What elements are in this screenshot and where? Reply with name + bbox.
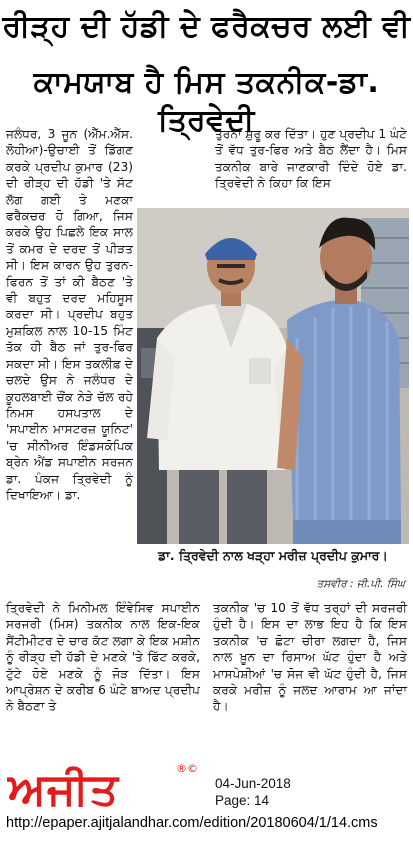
- article-paragraph: ਤਕਨੀਕ 'ਚ 10 ਤੋਂ ਵੱਧ ਤਰ੍ਹਾਂ ਦੀ ਸਰਜਰੀ ਹੁੰਦੀ ਹੈ। ਇਸ ਦਾ ਲਾਭ ਇਹ ਹੈ ਕਿ ਇਸ ਤਕਨੀਕ 'ਚ ਛੋਟਾ ਚੀਰਾ ਲਗਦਾ ਹੈ, ਜਿਸ ਨਾਲ ਖ਼ੂਨ ਦਾ ਰਿਸਾਅ ਘੱਟ ਹੁੰਦਾ ਹੈ ਅਤੇ ਮਾਸਪੇਸ਼ੀਆਂ 'ਚ ਸੋਜ ਵੀ ਘੱਟ ਹੁੰਦੀ ਹੈ, ਜਿਸ ਕਰਕੇ ਮਰੀਜ਼ ਨੂੰ ਜਲਦ ਆਰਾਮ ਆ ਜਾਂਦਾ ਹੈ।: [213, 601, 407, 714]
- article-paragraph: ਤ੍ਰਿਵੇਦੀ ਨੇ ਮਿਨੀਮਲ ਇੰਵੇਸਿਵ ਸਪਾਈਨ ਸਰਜਰੀ (ਮਿਸ) ਤਕਨੀਕ ਨਾਲ ਇਕ-ਇਕ ਸੈਂਟੀਮੀਟਰ ਦੇ ਚਾਰ ਕੱਟ ਲਗਾ ਕੇ ਇਕ ਮਸ਼ੀਨ ਨੂੰ ਰੀੜ੍ਹ ਦੀ ਹੱਡੀ ਦੇ ਮਣਕੇ 'ਤੇ ਫਿੱਟ ਕਰਕੇ, ਟੁੱਟੇ ਹੋਏ ਮਣਕੇ ਨੂੰ ਜੋੜ ਦਿੱਤਾ। ਇਸ ਆਪ੍ਰੇਸ਼ਨ ਦੇ ਕਰੀਬ 6 ਘੰਟੇ ਬਾਅਦ ਪ੍ਰਦੀਪ ਨੇ ਬੈਠਣਾ ਤੇ: [6, 601, 200, 714]
- headline-line-1: ਰੀੜ੍ਹ ਦੀ ਹੱਡੀ ਦੇ ਫਰੈਕਚਰ ਲਈ ਵੀ: [2, 9, 411, 44]
- edition-date: 04-Jun-2018: [215, 776, 291, 791]
- news-photo: [137, 208, 409, 544]
- article-column-right-top: [215, 126, 407, 192]
- logo-text: ਅਜੀਤ: [8, 764, 119, 815]
- article-column-left: [6, 126, 133, 503]
- article-paragraph: ਤੁਰਨਾ ਸ਼ੁਰੂ ਕਰ ਦਿੱਤਾ। ਹੁਣ ਪ੍ਰਦੀਪ 1 ਘੰਟੇ ਤੋਂ ਵੱਧ ਤੁਰ-ਫਿਰ ਅਤੇ ਬੈਠ ਲੈਂਦਾ ਹੈ। ਮਿਸ ਤਕਨੀਕ ਬਾਰੇ ਜਾਣਕਾਰੀ ਦਿੰਦੇ ਹੋਏ ਡਾ. ਤ੍ਰਿਵੇਦੀ ਨੇ ਕਿਹਾ ਕਿ ਇਸ: [215, 127, 407, 191]
- article-column-bottom-right: [213, 600, 407, 715]
- article-column-bottom-left: [6, 600, 200, 715]
- registered-mark: ®©: [176, 762, 198, 775]
- photo-caption: ਡਾ. ਤ੍ਰਿਵੇਦੀ ਨਾਲ ਖੜ੍ਹਾ ਮਰੀਜ਼ ਪ੍ਰਦੀਪ ਕੁਮਾਰ।: [158, 548, 388, 563]
- article-paragraph: ਜਲੰਧਰ, 3 ਜੂਨ (ਐੱਮ.ਐੱਸ. ਲੋਹੀਆ)-ਉਚਾਈ ਤੋਂ ਡਿੱਗਣ ਕਰਕੇ ਪ੍ਰਦੀਪ ਕੁਮਾਰ (23) ਦੀ ਰੀੜ੍ਹ ਦੀ ਹੱਡੀ 'ਤੇ ਸੱਟ ਲੱਗ ਗਈ ਤੇ ਮਣਕਾ ਫਰੈਕਚਰ ਹੋ ਗਿਆ, ਜਿਸ ਕਰਕੇ ਉਹ ਪਿਛਲੇ ਇਕ ਸਾਲ ਤੋਂ ਕਮਰ ਦੇ ਦਰਦ ਤੋਂ ਪੀੜਤ ਸੀ। ਇਸ ਕਾਰਨ ਉਹ ਤੁਰਨ-ਫਿਰਨ ਤੋਂ ਤਾਂ ਕੀ ਬੈਠਣ 'ਤੇ ਵੀ ਬਹੁਤ ਦਰਦ ਮਹਿਸੂਸ ਕਰਦਾ ਸੀ। ਪ੍ਰਦੀਪ ਬਹੁਤ ਮੁਸ਼ਕਿਲ ਨਾਲ 10-15 ਮਿੰਟ ਤੱਕ ਹੀ ਬੈਠ ਜਾਂ ਤੁਰ-ਫਿਰ ਸਕਦਾ ਸੀ। ਇਸ ਤਕਲੀਫ਼ ਦੇ ਚਲਦੇ ਉਸ ਨੇ ਜਲੰਧਰ ਦੇ ਕੂਹਲਬਾਈ ਚੌਂਕ ਨੇੜੇ ਚੱਲ ਰਹੇ ਨਿਮਸ ਹਸਪਤਾਲ ਦੇ 'ਸਪਾਈਨ ਮਾਸਟਰਜ਼ ਯੂਨਿਟ' 'ਚ ਸੀਨੀਅਰ ਇੰਡਸਕੋਪਿਕ ਬ੍ਰੇਨ ਐਂਡ ਸਪਾਈਨ ਸਰਜਨ ਡਾ. ਪੰਕਜ ਤ੍ਰਿਵੇਦੀ ਨੂੰ ਦਿਖਾਇਆ। ਡਾ.: [6, 127, 133, 502]
- source-url-link[interactable]: http://epaper.ajitjalandhar.com/edition/20180604/1/14.cms: [6, 815, 378, 831]
- photo-credit: ਤਸਵੀਰ : ਜੀ.ਪੀ. ਸਿੰਘ: [316, 578, 405, 590]
- headline-line-2: ਕਾਮਯਾਬ ਹੈ ਮਿਸ ਤਕਨੀਕ-ਡਾ. ਤ੍ਰਿਵੇਦੀ: [33, 65, 380, 138]
- page-number: Page: 14: [215, 793, 270, 808]
